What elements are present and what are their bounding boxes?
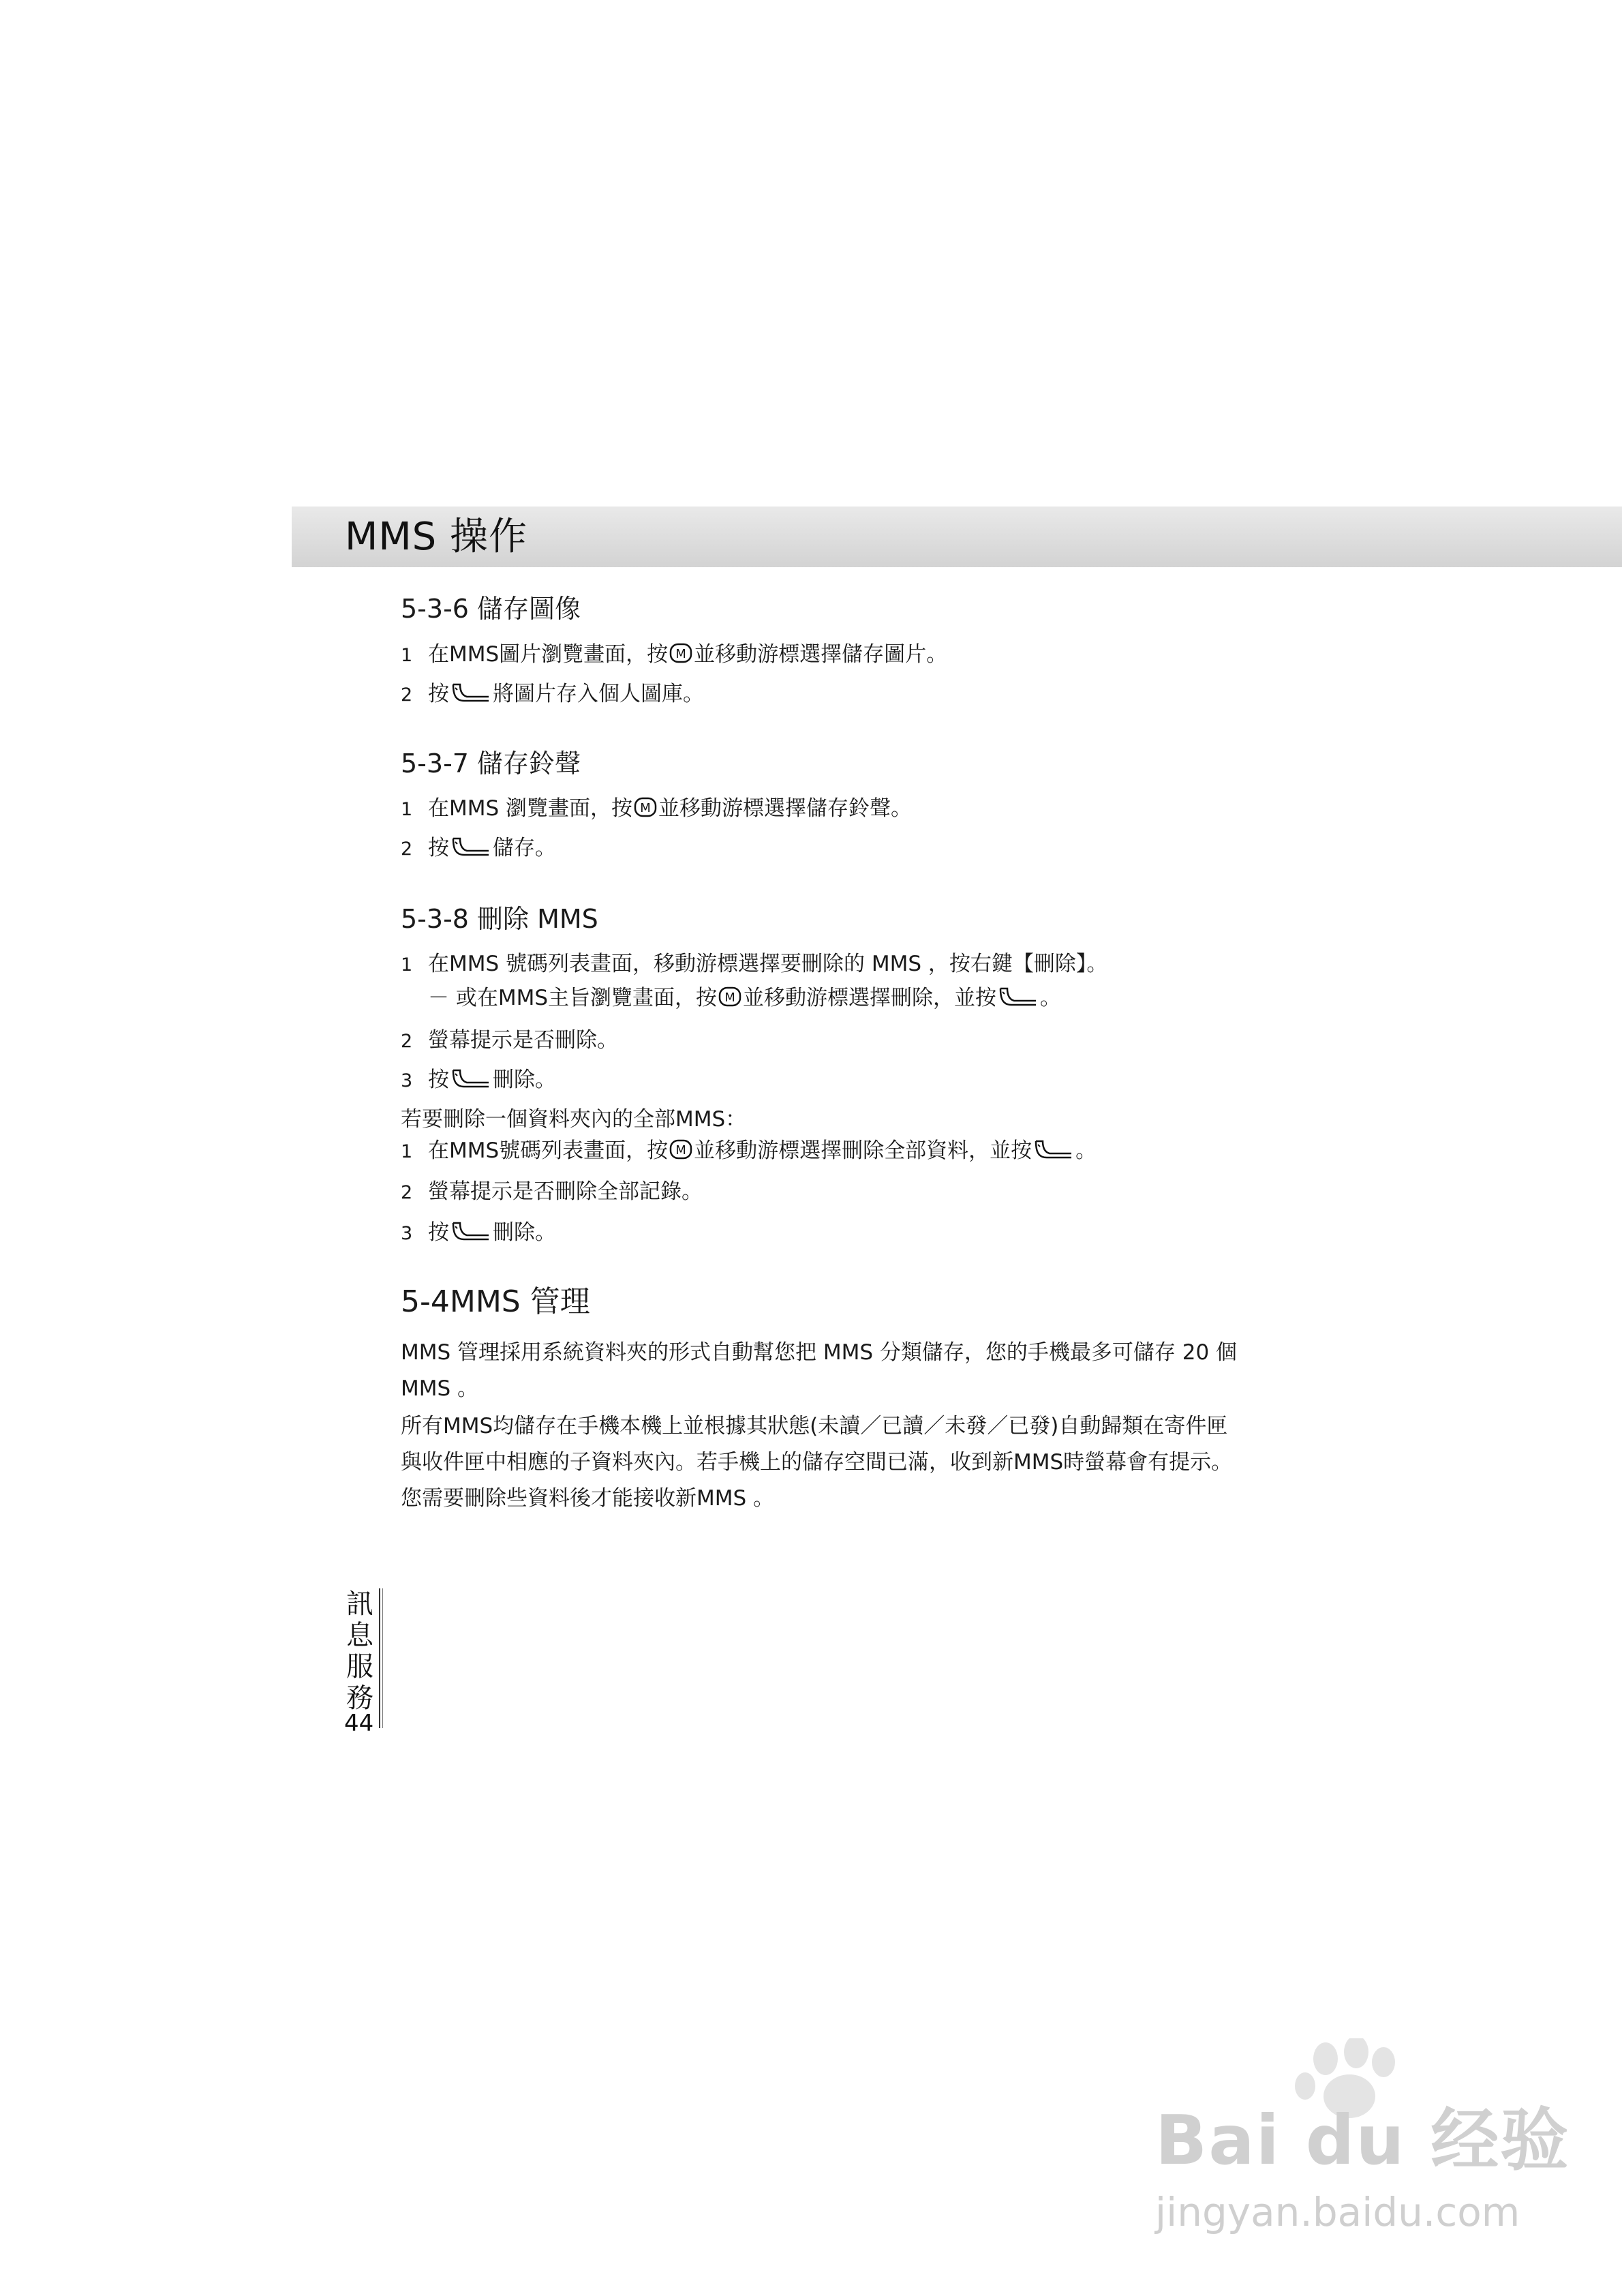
step-number: 1 [401, 1141, 413, 1162]
step-5-3-6-1 [401, 639, 947, 672]
alt-text-before: － 或在MMS主旨瀏覽畫面，按 [428, 986, 718, 1010]
step-5-3-7-2 [401, 833, 556, 866]
step-text-before: 按 [428, 1220, 449, 1245]
side-divider [379, 1588, 383, 1728]
step-number: 1 [401, 645, 413, 666]
menu-key-icon [669, 642, 692, 672]
mms-management-paragraph-1 [401, 1335, 1239, 1407]
step-delete-all-2 [401, 1177, 703, 1208]
step-number: 1 [401, 954, 413, 976]
step-text: 在MMS 號碼列表畫面，移動游標選擇要刪除的 MMS ，按右鍵【刪除】。 [428, 952, 1108, 976]
section-title-5-3-8: 5-3-8 刪除 MMS [401, 904, 598, 934]
step-text-before: 在MMS圖片瀏覽畫面，按 [428, 642, 669, 667]
step-5-3-8-1 [401, 949, 1107, 980]
section-title-5-3-7: 5-3-7 儲存鈴聲 [401, 749, 581, 779]
step-number: 2 [401, 684, 413, 706]
step-number: 3 [401, 1223, 413, 1244]
step-text-after: 刪除。 [493, 1068, 556, 1092]
step-text-after: 並移動游標選擇儲存圖片。 [694, 642, 948, 667]
send-key-icon [1033, 1138, 1074, 1168]
paragraph-line: 所有MMS均儲存在手機本機上並根據其狀態(未讀／已讀／未發／已發)自動歸類在寄件匣 [401, 1414, 1228, 1438]
step-delete-all-1 [401, 1136, 1097, 1168]
svg-text:M: M [640, 801, 651, 815]
step-text-before: 在MMS號碼列表畫面，按 [428, 1138, 669, 1163]
step-text-before: 按 [428, 836, 449, 860]
side-label-char: 訊 [346, 1588, 373, 1620]
step-text: 螢幕提示是否刪除全部記錄。 [428, 1179, 703, 1204]
step-5-3-8-3 [401, 1065, 556, 1098]
step-text-after: 將圖片存入個人圖庫。 [493, 682, 704, 706]
alt-text-mid: 並移動游標選擇刪除，並按 [743, 986, 997, 1010]
side-label-char: 務 [346, 1682, 373, 1714]
page-number: 44 [344, 1710, 374, 1737]
svg-text:M: M [675, 647, 686, 661]
step-text-after: 。 [1075, 1138, 1097, 1163]
send-key-icon [998, 986, 1039, 1016]
step-number: 2 [401, 1182, 413, 1203]
section-title-5-3-6: 5-3-6 儲存圖像 [401, 594, 581, 624]
step-number: 2 [401, 1031, 413, 1052]
paragraph-line: 您需要刪除些資料後才能接收新MMS 。 [401, 1486, 775, 1511]
step-5-3-7-1 [401, 794, 912, 826]
delete-all-intro: 若要刪除一個資料夾內的全部MMS： [401, 1107, 747, 1132]
svg-text:M: M [675, 1143, 686, 1158]
page-title: MMS 操作 [345, 515, 527, 559]
side-label-char: 息 [346, 1620, 373, 1651]
paragraph-line: 與收件匣中相應的子資料夾內。若手機上的儲存空間已滿，收到新MMS時螢幕會有提示。 [401, 1450, 1233, 1475]
step-number: 3 [401, 1070, 413, 1091]
step-text-before: 在MMS 瀏覽畫面，按 [428, 796, 633, 821]
step-5-3-6-2 [401, 679, 704, 712]
alt-text-after: 。 [1040, 986, 1062, 1010]
menu-key-icon [669, 1138, 692, 1168]
step-text-before: 按 [428, 682, 449, 706]
send-key-icon [450, 836, 491, 866]
paragraph-line: MMS 。 [401, 1376, 479, 1401]
watermark-url: jingyan.baidu.com [1155, 2189, 1520, 2235]
step-number: 1 [401, 799, 413, 820]
step-text-after: 儲存。 [493, 836, 556, 860]
side-label-char: 服 [346, 1651, 373, 1682]
mms-management-paragraph-2 [401, 1408, 1239, 1517]
step-number: 2 [401, 839, 413, 860]
step-text-before: 按 [428, 1068, 449, 1092]
chapter-side-label [345, 1588, 375, 1714]
paragraph-line: MMS 管理採用系統資料夾的形式自動幫您把 MMS 分類儲存，您的手機最多可儲存 20 個 [401, 1340, 1238, 1365]
step-5-3-8-2 [401, 1025, 618, 1057]
step-text-after: 並移動游標選擇儲存鈴聲。 [658, 796, 913, 821]
step-delete-all-3 [401, 1218, 556, 1250]
svg-text:M: M [724, 991, 735, 1005]
step-5-3-8-1-alt [428, 983, 1061, 1016]
step-text-mid: 並移動游標選擇刪除全部資料，並按 [694, 1138, 1032, 1163]
section-title-5-4: 5-4MMS 管理 [401, 1284, 590, 1319]
menu-key-icon [718, 986, 741, 1016]
send-key-icon [450, 1220, 491, 1250]
watermark-brand: Bai du 经验 [1155, 2100, 1570, 2180]
send-key-icon [450, 1068, 491, 1098]
step-text-after: 刪除。 [493, 1220, 556, 1245]
send-key-icon [450, 682, 491, 712]
menu-key-icon [634, 796, 657, 826]
step-text: 螢幕提示是否刪除。 [428, 1028, 618, 1053]
